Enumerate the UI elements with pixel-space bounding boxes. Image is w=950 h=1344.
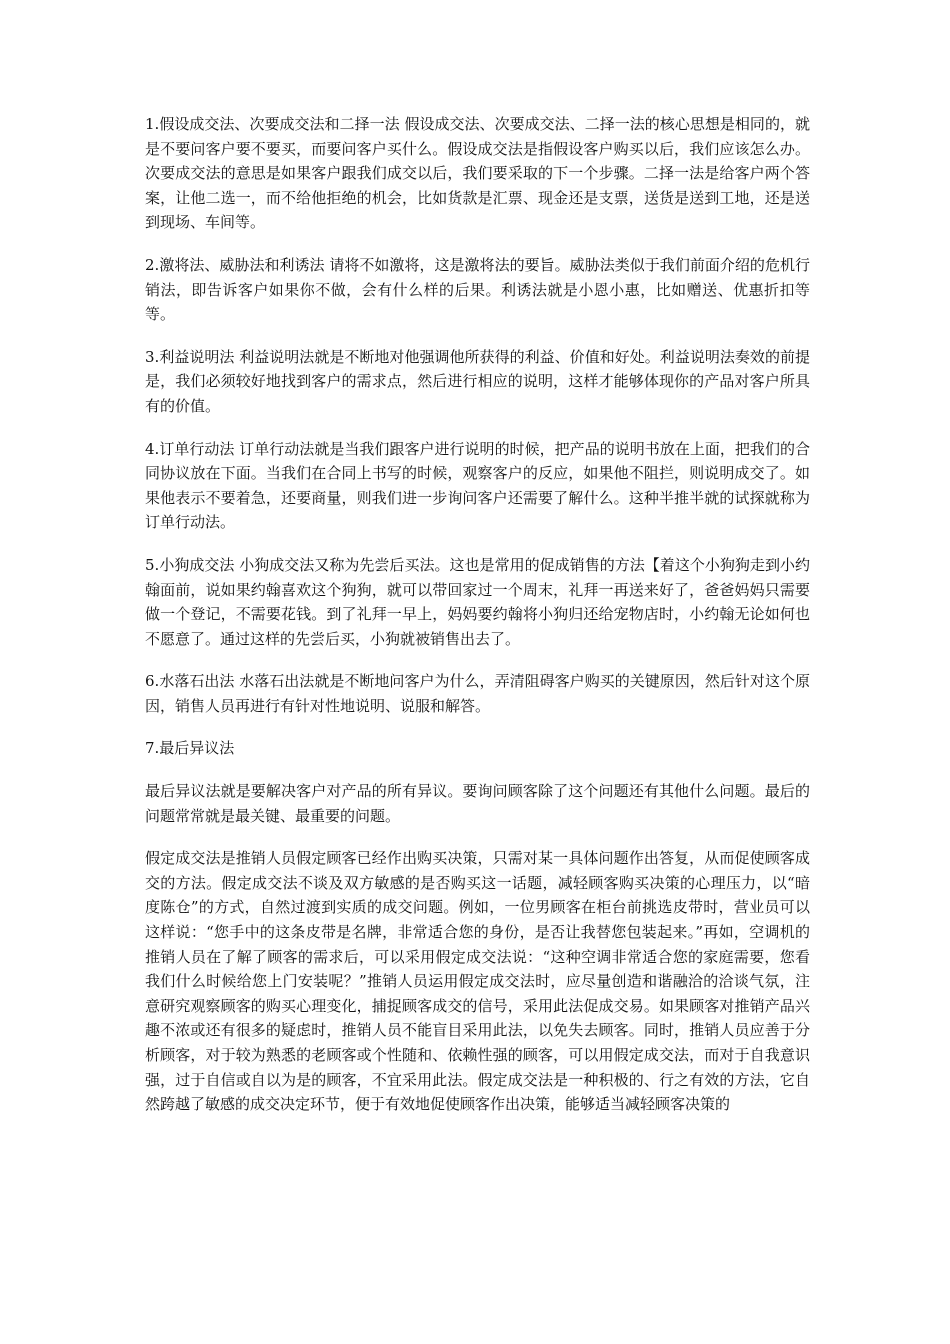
paragraph-5: 5.小狗成交法 小狗成交法又称为先尝后买法。这也是常用的促成销售的方法【着这个小狗狗走到小约翰面前，说如果约翰喜欢这个狗狗，就可以带回家过一个周末，礼拜一再送来好了，爸爸妈妈只需要做一个登记，不需要花钱。到了礼拜一早上，妈妈要约翰将小狗归还给宠物店时，小约翰无论如何也不愿意了。通过这样的先尝后买，小狗就被销售出去了。 [145, 555, 810, 648]
paragraph-assumed-close: 假定成交法是推销人员假定顾客已经作出购买决策，只需对某一具体问题作出答复，从而促使顾客成交的方法。假定成交法不谈及双方敏感的是否购买这一话题，减轻顾客购买决策的心理压力，以“暗度陈仓”的方式，自然过渡到实质的成交问题。例如，一位男顾客在柜台前挑选皮带时，营业员可以这样说：“您手中的这条皮带是名牌，非常适合您的身份，是否让我替您包装起来。”再如，空调机的推销人员在了解了顾客的需求后，可以采用假定成交法说：“这种空调非常适合您的家庭需要，您看我们什么时候给您上门安装呢？”推销人员运用假定成交法时，应尽量创造和谐融洽的洽谈气氛，注意研究观察顾客的购买心理变化，捕捉顾客成交的信号，采用此法促成交易。如果顾客对推销产品兴趣不浓或还有很多的疑虑时，推销人员不能盲目采用此法，以免失去顾客。同时，推销人员应善于分析顾客，对于较为熟悉的老顾客或个性随和、依赖性强的顾客，可以用假定成交法，而对于自我意识强，过于自信或自以为是的顾客，不宜采用此法。假定成交法是一种积极的、行之有效的方法，它自然跨越了敏感的成交决定环节，便于有效地促使顾客作出决策，能够适当减轻顾客决策的 [145, 849, 810, 1114]
paragraph-3: 3.利益说明法 利益说明法就是不断地对他强调他所获得的利益、价值和好处。利益说明法奏效的前提是，我们必须较好地找到客户的需求点，然后进行相应的说明，这样才能够体现你的产品对客户所具有的价值。 [145, 347, 810, 415]
paragraph-6: 6.水落石出法 水落石出法就是不断地问客户为什么，弄清阻碍客户购买的关键原因，然后针对这个原因，销售人员再进行有针对性地说明、说服和解答。 [145, 672, 810, 715]
paragraph-1: 1.假设成交法、次要成交法和二择一法 假设成交法、次要成交法、二择一法的核心思想是相同的，就是不要问客户要不要买，而要问客户买什么。假设成交法是指假设客户购买以后，我们应该怎么办。次要成交法的意思是如果客户跟我们成交以后，我们要采取的下一个步骤。二择一法是给客户两个答案，让他二选一，而不给他拒绝的机会，比如货款是汇票、现金还是支票，送货是送到工地，还是送到现场、车间等。 [145, 115, 810, 232]
section-heading-7: 7.最后异议法 [145, 739, 235, 758]
paragraph-7-body: 最后异议法就是要解决客户对产品的所有异议。要询问顾客除了这个问题还有其他什么问题。最后的问题常常就是最关键、最重要的问题。 [145, 782, 810, 825]
document-body [145, 112, 810, 1117]
paragraph-4: 4.订单行动法 订单行动法就是当我们跟客户进行说明的时候，把产品的说明书放在上面，把我们的合同协议放在下面。当我们在合同上书写的时候，观察客户的反应，如果他不阻拦，则说明成交了。如果他表示不要着急，还要商量，则我们进一步询问客户还需要了解什么。这种半推半就的试探就称为订单行动法。 [145, 439, 810, 532]
paragraph-2: 2.激将法、威胁法和利诱法 请将不如激将，这是激将法的要旨。威胁法类似于我们前面介绍的危机行销法，即告诉客户如果你不做，会有什么样的后果。利诱法就是小恩小惠，比如赠送、优惠折扣等等。 [145, 255, 810, 324]
